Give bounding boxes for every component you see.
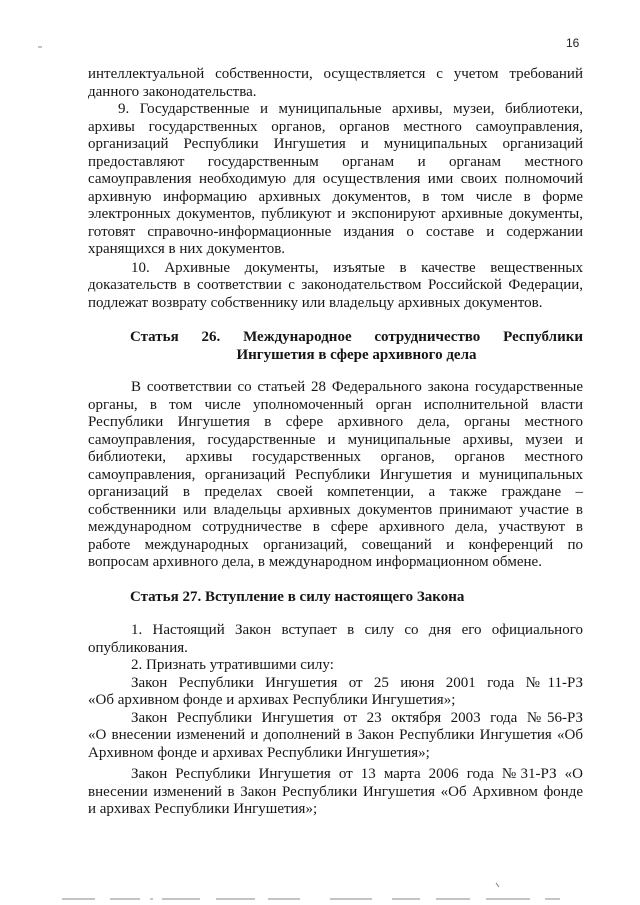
- text-line: Республики Ингушетия в сфере архивного дела, органы местного: [88, 414, 583, 430]
- text-line: внесении изменений в Закон Республики Ингушетия «Об Архивном фонде: [88, 783, 583, 800]
- text-line: Закон Республики Ингушетия от 13 марта 2006 года №31-РЗ «О: [131, 766, 583, 782]
- text-line: органы, в том числе уполномоченный орган исполнительной власти: [88, 396, 583, 413]
- text-line: Закон Республики Ингушетия от 23 октября 2003 года №56-РЗ: [131, 709, 583, 726]
- text-line: вопросам архивного дела, в международном информационном обмене.: [88, 554, 542, 570]
- text-line: 9. Государственные и муниципальные архивы, музеи, библиотеки,: [118, 101, 583, 117]
- text-line: 10. Архивные документы, изъятые в качестве вещественных: [131, 259, 583, 276]
- text-line: самоуправления, организаций Республики Ингушетия и муниципальных: [88, 466, 583, 483]
- heading-line: Статья 27. Вступление в силу настоящего Закона: [130, 588, 465, 605]
- text-line: организаций Республики Ингушетия и муниципальных организаций: [88, 136, 583, 152]
- repealed-law-2: [88, 710, 583, 763]
- paragraph-item-10: [88, 260, 583, 313]
- text-line: 2. Признать утратившими силу:: [131, 657, 334, 673]
- text-line: готовят справочно-информационные издания о составе и содержании: [88, 223, 583, 240]
- article-26-heading: [88, 329, 583, 364]
- text-line: Закон Республики Ингушетия от 25 июня 2001 года №11-РЗ: [131, 674, 583, 691]
- repealed-law-3: [88, 766, 583, 819]
- repealed-law-1: [88, 675, 583, 710]
- text-line: Архивном фонде и архивах Республики Ингушетия»;: [88, 744, 430, 761]
- article-27-item-2: [88, 657, 583, 675]
- paragraph-continuation: [88, 66, 583, 101]
- text-line: «Об архивном фонде и архивах Республики Ингушетия»;: [88, 692, 456, 708]
- text-line: интеллектуальной собственности, осуществляется с учетом требований: [88, 66, 583, 82]
- text-line: архивную информацию архивных документов, в том числе в форме: [88, 188, 583, 205]
- text-line: опубликования.: [88, 639, 188, 656]
- text-line: архивы государственных органов, органов местного самоуправления,: [88, 118, 583, 135]
- article-27-item-1: [88, 622, 583, 657]
- paragraph-item-9: [88, 101, 583, 259]
- text-line: хранящихся в них документов.: [88, 241, 286, 257]
- text-line: 1. Настоящий Закон вступает в силу со дня его официального: [131, 622, 583, 638]
- heading-line: Ингушетия в сфере архивного дела: [236, 346, 477, 363]
- text-line: собственники или владельцы архивных документов принимают участие в: [88, 501, 583, 518]
- text-line: международном сотрудничестве в сфере архивного дела, участвуют в: [88, 519, 583, 535]
- heading-line: Статья 26. Международное сотрудничество Республики: [130, 329, 583, 345]
- page-number: 16: [566, 36, 580, 50]
- text-line: В соответствии со статьей 28 Федерального закона государственные: [131, 379, 583, 395]
- text-line: данного законодательства.: [88, 83, 257, 100]
- text-line: подлежат возврату собственнику или владельцу архивных документов.: [88, 294, 543, 311]
- text-line: «О внесении изменений и дополнений в Закон Республики Ингушетия «Об: [88, 727, 583, 743]
- article-26-body: [88, 379, 583, 572]
- text-line: самоуправления необходимую для осуществления ими своих полномочий: [88, 171, 583, 187]
- page-text: [88, 66, 583, 819]
- text-line: доказательств в соответствии с законодательством Российской Федерации,: [88, 277, 583, 293]
- text-line: организаций в пределах своей компетенции, а также граждане –: [88, 484, 583, 500]
- text-line: самоуправления, государственные и муниципальные архивы, музеи и: [88, 431, 583, 448]
- text-line: предоставляют государственным органам и органам местного: [88, 153, 583, 170]
- article-27-heading: [88, 589, 583, 607]
- text-line: работе международных организаций, совещаний и конференций по: [88, 536, 583, 553]
- text-line: и архивах Республики Ингушетия»;: [88, 801, 318, 817]
- text-line: библиотеки, архивы государственных органов, органов местного: [88, 449, 583, 465]
- text-line: электронных документов, публикуют и экспонируют архивные документы,: [88, 206, 583, 222]
